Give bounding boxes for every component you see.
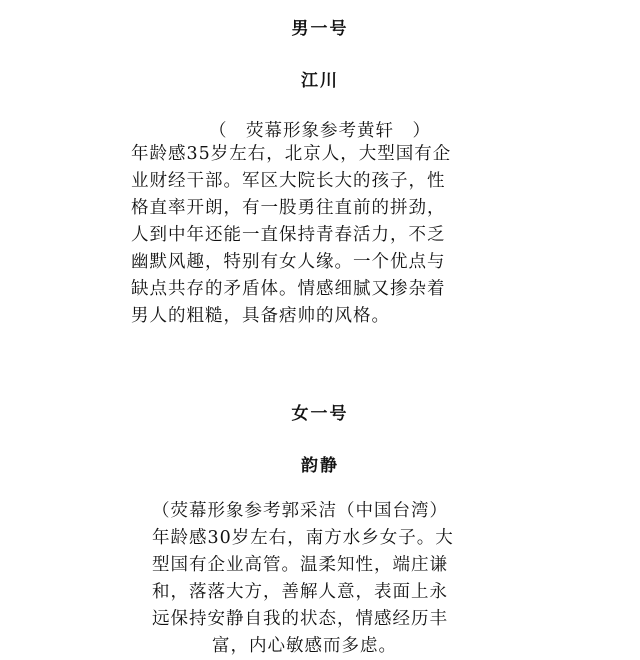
male-description bbox=[131, 141, 501, 330]
male-role-heading: 男一号 bbox=[291, 19, 349, 39]
male-line: 缺点共存的矛盾体。情感细腻又掺杂着 bbox=[131, 279, 446, 299]
female-line: 型国有企业高管。温柔知性，端庄谦 bbox=[152, 555, 448, 575]
male-line: 年龄感35岁左右，北京人，大型国有企 bbox=[131, 144, 452, 164]
male-line: 男人的粗糙，具备痞帅的风格。 bbox=[131, 306, 390, 326]
female-name-heading: 韵静 bbox=[301, 456, 339, 476]
male-line: 人到中年还能一直保持青春活力，不乏 bbox=[131, 225, 446, 245]
female-line: 年龄感30岁左右，南方水乡女子。大 bbox=[152, 528, 454, 548]
female-role-heading: 女一号 bbox=[291, 404, 349, 424]
female-line: （荧幕形象参考郭采洁（中国台湾） bbox=[152, 501, 448, 521]
female-line: 富，内心敏感而多虑。 bbox=[212, 636, 397, 656]
female-description bbox=[152, 498, 492, 660]
male-line: 业财经干部。军区大院长大的孩子，性 bbox=[131, 171, 446, 191]
male-line: 幽默风趣，特别有女人缘。一个优点与 bbox=[131, 252, 446, 272]
female-line: 远保持安静自我的状态，情感经历丰 bbox=[152, 609, 448, 629]
male-name-heading: 江川 bbox=[301, 71, 339, 91]
male-reference: （ 荧幕形象参考黄轩 ） bbox=[209, 121, 431, 141]
male-line: 格直率开朗，有一股勇往直前的拼劲， bbox=[131, 198, 446, 218]
female-line: 和，落落大方，善解人意，表面上永 bbox=[152, 582, 448, 602]
